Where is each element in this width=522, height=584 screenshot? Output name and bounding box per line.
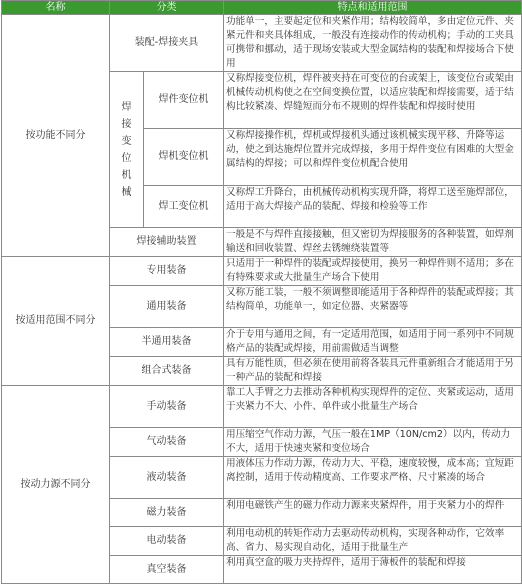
header-row [2, 1, 522, 15]
group-name: 按适用范围不同分 [2, 257, 110, 386]
desc-cell: 具有万能性质，但必须在使用前将各装具元件重新组合才能适用于另一种产品的装配和焊接 [224, 357, 522, 386]
type-cell: 装配-焊接夹具 [110, 15, 224, 72]
desc-cell: 一般是不与焊件直接接触，但又密切为焊接服务的各种装置，如焊剂输送和回收装置、焊丝去锈缠绕装置等 [224, 228, 522, 257]
type-cell-vertical: 焊接变位机械 [110, 72, 144, 228]
type-cell: 专用装备 [110, 257, 224, 286]
type-cell: 电动装备 [110, 527, 224, 556]
type-cell: 真空装备 [110, 556, 224, 584]
subtype-cell: 焊机变位机 [144, 129, 224, 186]
header-type: 分类 [110, 1, 224, 15]
table-row [2, 257, 522, 286]
desc-cell: 利用电磁铁产生的磁力作动力源来夹紧焊件，用于夹紧力小的焊件 [224, 499, 522, 527]
group-name: 按功能不同分 [2, 15, 110, 257]
equipment-classification-table [1, 0, 522, 584]
group-name: 按动力源不同分 [2, 386, 110, 584]
subtype-cell: 焊工变位机 [144, 186, 224, 228]
subtype-cell: 焊件变位机 [144, 72, 224, 129]
desc-cell: 功能单一，主要起定位和夹紧作用；结构较简单，多由定位元件、夹紧元件和夹具体组成，一般没有连接动作的传动机构；手动的工夹具可携带和挪动，适于现场安装或大型金属结构的装配和焊接场合下使用 [224, 15, 522, 72]
type-cell: 气动装备 [110, 428, 224, 457]
type-cell: 磁力装备 [110, 499, 224, 527]
type-cell: 组合式装备 [110, 357, 224, 386]
desc-cell: 利用电动机的转矩作动力去驱动传动机构，实现各种动作，它效率高、省力、易实现自动化，适用于批量生产 [224, 527, 522, 556]
desc-cell: 介于专用与通用之间，有一定适用范围，如适用于同一系列中不同规格产品的装配或焊接，用前需做适当调整 [224, 328, 522, 357]
desc-cell: 又称焊接变位机，焊件被夹持在可变位的台或架上，该变位台或架由机械传动机构使之在空间变换位置，以适应装配和焊接需要，适于结构比较紧凑、焊缝短而分布不规则的焊件装配和焊接时使用 [224, 72, 522, 129]
table-row [2, 386, 522, 428]
desc-cell: 又称焊接操作机，焊机或焊接机头通过该机械实现平移、升降等运动，使之到达施焊位置并完成焊接，多用于焊件变位有困难的大型金属结构的焊接；可以和焊件变位机配合使用 [224, 129, 522, 186]
desc-cell: 靠工人手臂之力去推动各种机构实现焊件的定位、夹紧或运动，适用于夹紧力不大、小件、单件或小批量生产场合 [224, 386, 522, 428]
type-cell: 通用装备 [110, 286, 224, 328]
desc-cell: 只适用于一种焊件的装配或焊接使用，换另一种焊件则不适用；多在有特殊要求或大批量生产场合下使用 [224, 257, 522, 286]
type-cell: 焊接辅助装置 [110, 228, 224, 257]
type-cell: 手动装备 [110, 386, 224, 428]
type-cell: 液动装备 [110, 457, 224, 499]
desc-cell: 利用真空盒的吸力夹持焊件，适用于薄板件的装配和焊接 [224, 556, 522, 584]
header-desc: 特点和适用范围 [224, 1, 522, 15]
table-row [2, 15, 522, 72]
desc-cell: 又称万能工装，一般不须调整即能适用于各种焊件的装配或焊接；其结构简单，功能单一，如定位器、夹紧器等 [224, 286, 522, 328]
desc-cell: 用液体压力作动力源，传动力大、平稳，速度较慢，成本高；宜短距离控制，适用于传动精度高、工作要求严格、尺寸紧凑的场合 [224, 457, 522, 499]
header-name: 名称 [2, 1, 110, 15]
desc-cell: 又称焊工升降台，由机械传动机构实现升降，将焊工送至施焊部位，适用于高大焊接产品的装配、焊接和检验等工作 [224, 186, 522, 228]
type-cell: 半通用装备 [110, 328, 224, 357]
desc-cell: 用压缩空气作动力源，气压一般在1MP（10N/cm2）以内，传动力不大，适用于快速夹紧和变位场合 [224, 428, 522, 457]
